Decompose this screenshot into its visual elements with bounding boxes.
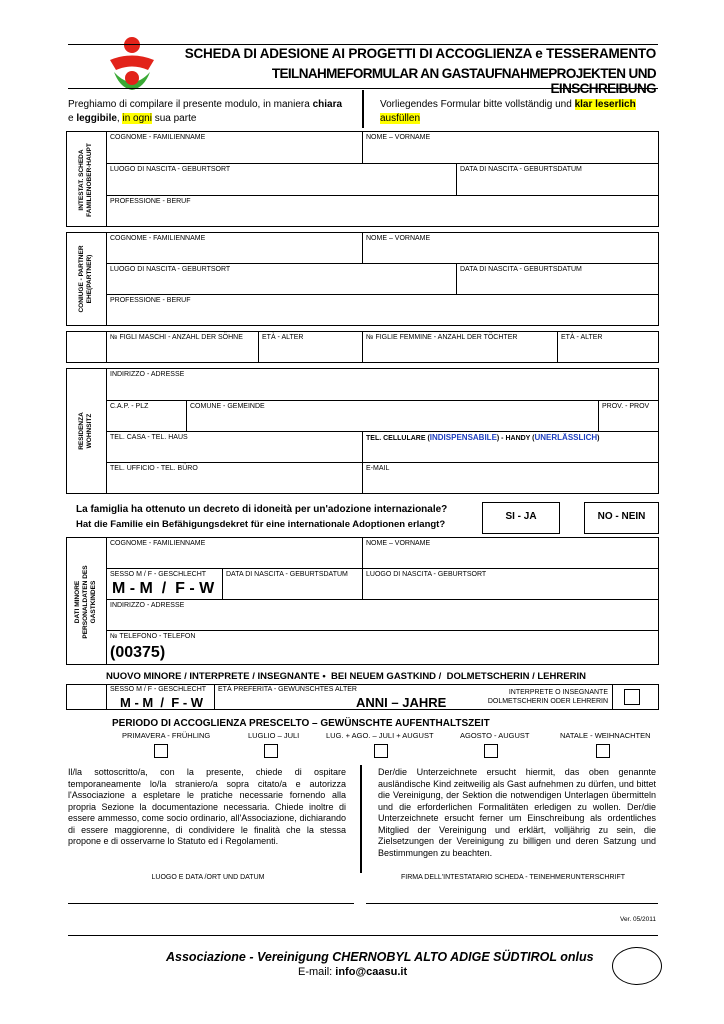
new-minor-age-value: ANNI – JAHRE bbox=[356, 695, 447, 710]
interpreter-label-1: INTERPRETE O INSEGNANTE bbox=[508, 689, 608, 696]
partner-surname[interactable]: COGNOME - FAMILIENNAME bbox=[110, 235, 206, 242]
interpreter-checkbox[interactable] bbox=[624, 689, 640, 705]
daughters-count[interactable]: № FIGLIE FEMMINE - ANZAHL DER TÖCHTER bbox=[366, 334, 518, 341]
municipality-field[interactable]: COMUNE - GEMEINDE bbox=[190, 403, 265, 410]
period-christmas-label: NATALE - WEIHNACHTEN bbox=[560, 731, 651, 740]
contact-email: E-mail: info@caasu.it bbox=[298, 966, 408, 978]
period-heading: PERIODO DI ACCOGLIENZA PRESCELTO – GEWÜNSCHTE AUFENTHALTSZEIT bbox=[112, 718, 490, 729]
new-minor-sex[interactable]: SESSO M / F - GESCHLECHT bbox=[110, 686, 207, 693]
adoption-question-it: La famiglia ha ottenuto un decreto di idoneità per un'adozione internazionale? bbox=[76, 504, 448, 515]
field-birthplace[interactable]: LUOGO DI NASCITA - GEBURTSORT bbox=[110, 166, 231, 173]
side-label-head: INTESTAT. SCHEDA FAMILIENOBER-HAUPT bbox=[78, 143, 93, 217]
period-spring-checkbox[interactable] bbox=[154, 744, 168, 758]
field-profession[interactable]: PROFESSIONE - BERUF bbox=[110, 198, 191, 205]
title-it: SCHEDA DI ADESIONE AI PROGETTI DI ACCOGLIENZA e TESSERAMENTO bbox=[184, 46, 656, 61]
period-august-checkbox[interactable] bbox=[484, 744, 498, 758]
place-date-line[interactable] bbox=[68, 903, 354, 904]
new-minor-sex-options: M - M / F - W bbox=[120, 695, 204, 710]
association-name: Associazione - Vereinigung CHERNOBYL ALTO ADIGE SÜDTIROL onlus bbox=[166, 950, 594, 964]
period-spring-label: PRIMAVERA - FRÜHLING bbox=[122, 731, 211, 740]
side-label-minor: DATI MINORE PERSONALDATEN DES GASTKINDES bbox=[74, 565, 97, 639]
title-de: TEILNAHMEFORMULAR AN GASTAUFNAHMEPROJEKTEN UND EINSCHREIBUNG bbox=[271, 66, 656, 96]
minor-name[interactable]: NOME – VORNAME bbox=[366, 540, 431, 547]
home-phone-field[interactable]: TEL. CASA - TEL. HAUS bbox=[110, 434, 188, 441]
side-label-partner: CONIUGE - PARTNER EHE(PARTNER) bbox=[78, 245, 93, 313]
minor-address[interactable]: INDIRIZZO - ADRESSE bbox=[110, 602, 185, 609]
minor-sex-options: M - M / F - W bbox=[112, 580, 215, 597]
period-july-checkbox[interactable] bbox=[264, 744, 278, 758]
place-date-label: LUOGO E DATA /ORT UND DATUM bbox=[151, 874, 265, 881]
period-july-label: LUGLIO – JULI bbox=[248, 731, 300, 740]
signature-line[interactable] bbox=[366, 903, 658, 904]
period-july-aug-label: LUG. + AGO. – JULI + AUGUST bbox=[326, 731, 434, 740]
partner-name[interactable]: NOME – VORNAME bbox=[366, 235, 431, 242]
period-july-aug-checkbox[interactable] bbox=[374, 744, 388, 758]
minor-birthplace[interactable]: LUOGO DI NASCITA - GEBURTSORT bbox=[366, 571, 487, 578]
partner-birthdate[interactable]: DATA DI NASCITA - GEBURTSDATUM bbox=[460, 266, 582, 273]
minor-phone-prefix: (00375) bbox=[110, 644, 166, 661]
declaration-it: Il/la sottoscritto/a, con la presente, chiede di ospitare temporaneamente lo/la straniero/a sopra citato/a e autorizza l'Associazione a espletare le pratiche necessarie fornendo alla propria Sezione la documentazione necessaria. Chiede inoltre di essere ammesso, come socio ordinario, all'Associazione, dichiarando di essere maggiorenne, di condividere le finalità che la stessa propone e di osservarne lo Statuto ed i Regolamenti. bbox=[68, 767, 346, 846]
field-surname[interactable]: COGNOME - FAMILIENNAME bbox=[110, 134, 206, 141]
declaration-de: Der/die Unterzeichnete ersucht hiermit, das oben genannte ausländische Kind zeitweilig als Gast aufnehmen zu dürfen, und bittet die Vereinigung, der Sektion die notwendigen Unterlagen übermitteln und die erforderlichen Formalitäten erledigen zu wollen. Der/die Unterzeichnete ersucht ferner um Einschreibung als ordentliches Mitglied der Vereinigung und erklärt, volljährig zu sein, die Zielsetzungen der Vereinigung zu billigen und deren Satzung und Bestimmungen zu beachten. bbox=[378, 767, 656, 858]
intro-it: Preghiamo di compilare il presente modulo, in maniera chiara e leggibile, in ogni sua parte bbox=[68, 99, 343, 124]
partner-profession[interactable]: PROFESSIONE - BERUF bbox=[110, 297, 191, 304]
province-field[interactable]: PROV. - PROV bbox=[602, 403, 650, 410]
sons-count[interactable]: № FIGLI MASCHI - ANZAHL DER SÖHNE bbox=[110, 334, 243, 341]
mobile-phone-field[interactable]: TEL. CELLULARE (INDISPENSABILE) - HANDY (UNERLÄSSLICH) bbox=[366, 433, 600, 442]
period-christmas-checkbox[interactable] bbox=[596, 744, 610, 758]
stamp-oval bbox=[612, 947, 662, 985]
version: Ver. 05/2011 bbox=[619, 916, 656, 923]
minor-phone[interactable]: № TELEFONO - TELEFON bbox=[110, 633, 196, 640]
partner-birthplace[interactable]: LUOGO DI NASCITA - GEBURTSORT bbox=[110, 266, 231, 273]
sons-age[interactable]: ETÀ - ALTER bbox=[262, 334, 304, 341]
adoption-question-de: Hat die Familie ein Befähigungsdekret für eine internationale Adoptionen erlangt? bbox=[76, 519, 446, 530]
zip-field[interactable]: C.A.P. - PLZ bbox=[110, 403, 149, 410]
field-birthdate[interactable]: DATA DI NASCITA - GEBURTSDATUM bbox=[460, 166, 582, 173]
intro-de: Vorliegendes Formular bitte vollständig und klar leserlich ausfüllen bbox=[380, 99, 636, 124]
period-august-label: AGOSTO - AUGUST bbox=[460, 731, 530, 740]
email-field[interactable]: E-MAIL bbox=[366, 465, 390, 472]
new-minor-age[interactable]: ETÀ PREFERITA - GEWÜNSCHTES ALTER bbox=[218, 686, 357, 693]
minor-surname[interactable]: COGNOME - FAMILIENNAME bbox=[110, 540, 206, 547]
address-field[interactable]: INDIRIZZO - ADRESSE bbox=[110, 371, 185, 378]
new-minor-heading: NUOVO MINORE / INTERPRETE / INSEGNANTE • BEI NEUEM GASTKIND / DOLMETSCHERIN / LEHRERIN bbox=[106, 671, 586, 682]
office-phone-field[interactable]: TEL. UFFICIO - TEL. BÜRO bbox=[110, 465, 198, 472]
interpreter-label-2: DOLMETSCHERIN ODER LEHRERIN bbox=[487, 698, 608, 705]
signature-label: FIRMA DELL'INTESTATARIO SCHEDA - TEINEHMERUNTERSCHRIFT bbox=[400, 874, 626, 881]
field-name[interactable]: NOME – VORNAME bbox=[366, 134, 431, 141]
daughters-age[interactable]: ETÀ - ALTER bbox=[561, 334, 603, 341]
minor-birthdate[interactable]: DATA DI NASCITA - GEBURTSDATUM bbox=[226, 571, 348, 578]
minor-sex[interactable]: SESSO M / F - GESCHLECHT bbox=[110, 571, 207, 578]
side-label-residence: RESIDENZA WOHNSITZ bbox=[78, 412, 93, 450]
